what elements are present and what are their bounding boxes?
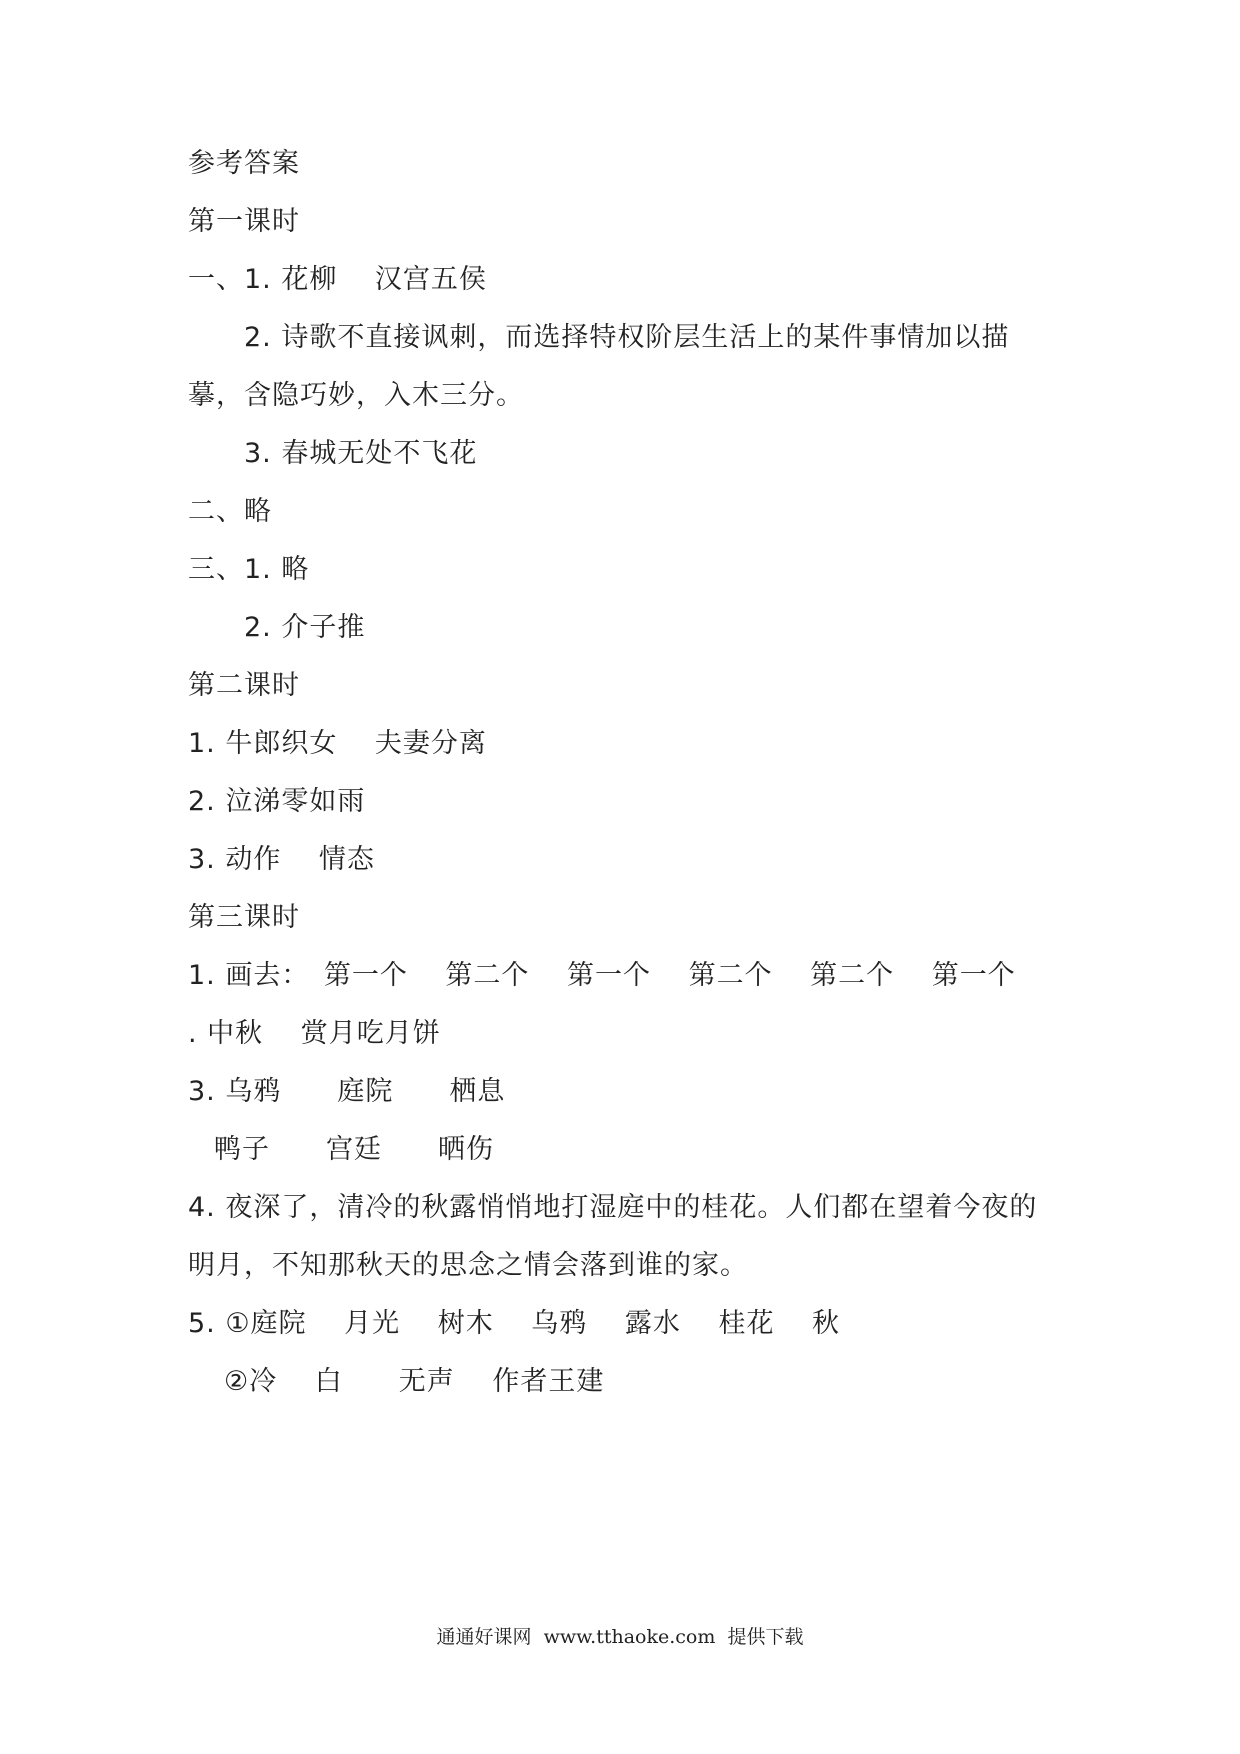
lesson-2-heading: 第二课时 (188, 670, 300, 701)
page-footer: 通通好课网 www.tthaoke.com 提供下载 (436, 1626, 804, 1648)
lesson-1-item-1-2-continued: 摹，含隐巧妙，入木三分。 (188, 380, 524, 411)
lesson-1-item-3-1: 三、1. 略 (188, 554, 310, 585)
lesson-1-item-1-3: 3. 春城无处不飞花 (244, 438, 478, 469)
lesson-2-item-1: 1. 牛郎织女 夫妻分离 (188, 728, 487, 759)
lesson-1-item-1-2: 2. 诗歌不直接讽刺，而选择特权阶层生活上的某件事情加以描 (244, 322, 1010, 353)
lesson-3-item-3-row-1: 3. 乌鸦 庭院 栖息 (188, 1076, 506, 1107)
lesson-3-item-4: 4. 夜深了，清冷的秋露悄悄地打湿庭中的桂花。人们都在望着今夜的 (188, 1192, 1038, 1223)
lesson-3-item-3-row-2: 鸭子 宫廷 晒伤 (214, 1134, 494, 1165)
lesson-1-item-1-1: 一、1. 花柳 汉宫五侯 (188, 264, 487, 295)
lesson-3-item-5-row-1: 5. ①庭院 月光 树木 乌鸦 露水 桂花 秋 (188, 1308, 841, 1339)
lesson-3-heading: 第三课时 (188, 902, 300, 933)
lesson-3-item-5-row-2: ②冷 白 无声 作者王建 (224, 1366, 605, 1397)
lesson-3-item-2: . 中秋 赏月吃月饼 (188, 1018, 441, 1049)
lesson-1-item-2: 二、略 (188, 496, 272, 527)
lesson-1-heading: 第一课时 (188, 206, 300, 237)
lesson-1-item-3-2: 2. 介子推 (244, 612, 366, 643)
lesson-3-item-4-continued: 明月，不知那秋天的思念之情会落到谁的家。 (188, 1250, 748, 1281)
lesson-2-item-3: 3. 动作 情态 (188, 844, 375, 875)
lesson-2-item-2: 2. 泣涕零如雨 (188, 786, 366, 817)
answer-title: 参考答案 (188, 148, 300, 179)
lesson-3-item-1: 1. 画去： 第一个 第二个 第一个 第二个 第二个 第一个 (188, 960, 1016, 991)
